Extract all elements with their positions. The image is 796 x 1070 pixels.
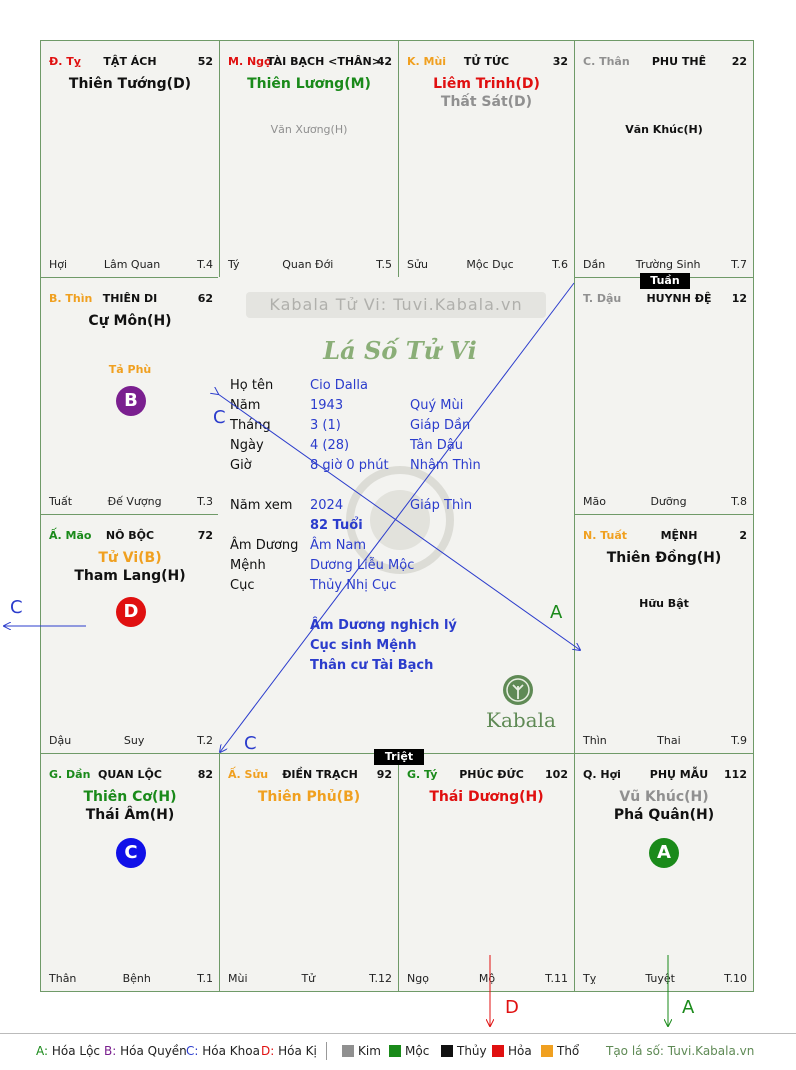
palace-age: 22 [731,55,747,68]
palace-name: TÀI BẠCH <THÂN> [267,55,381,68]
palace-age: 102 [545,768,568,781]
footer-right: T.9 [731,734,747,747]
footer-mid: Trường Sinh [635,258,701,271]
main-star: Thái Dương(H) [429,789,544,805]
legend-text: Hỏa [508,1044,532,1058]
palace-name: HUYNH ĐỆ [646,292,712,305]
palace-branch: Q. Hợi [583,768,621,781]
value-nam-can: Quý Mùi [410,398,464,413]
footer-mid: Thai [657,734,681,747]
footer-mid: Mộ [478,972,496,985]
footer-left: Hợi [49,258,68,271]
footer-right: T.1 [197,972,213,985]
main-star: Thiên Lương(M) [247,76,371,92]
value-cuc: Thủy Nhị Cục [310,578,397,593]
palace-age: 12 [731,292,747,305]
footer-right: T.7 [731,258,747,271]
footer-mid: Bệnh [122,972,151,985]
label-nam: Năm [230,398,261,413]
legend-hoa-loc [36,1044,100,1058]
footer-mid: Mộc Dục [466,258,514,271]
palace-name: TẬT ÁCH [103,55,157,68]
legend-hoa-quyen [104,1044,187,1058]
footer-mid: Tuyệt [645,972,675,985]
hoa-loc-circle: A [649,838,679,868]
palace-name: PHÚC ĐỨC [459,768,524,781]
value-gio-can: Nhâm Thìn [410,458,481,473]
chart-title: Lá Số Tử Vi [323,336,477,365]
arrow-label-a-center: A [550,602,563,623]
footer-right: T.8 [731,495,747,508]
label-ho-ten: Họ tên [230,378,274,393]
kabala-logo-text: Kabala [486,708,556,732]
arrow-label-c-left: C [10,597,23,618]
legend-hoa-ki [261,1044,317,1058]
palace-age: 72 [197,529,213,542]
hoa-khoa-circle: C [116,838,146,868]
footer-right: T.5 [376,258,392,271]
thuy-swatch [441,1045,453,1057]
arrow-label-c-bottom: C [244,733,257,754]
main-star: Liêm Trinh(D) [433,76,540,92]
main-star-2: Phá Quân(H) [613,807,715,823]
value-ngay: 4 (28) [310,438,350,453]
footer-left: Thân [49,972,77,985]
label-nam-xem: Năm xem [230,498,293,513]
value-ngay-can: Tân Dậu [410,438,463,453]
arrow-label-d-bottom: D [505,997,519,1018]
label-ngay: Ngày [230,438,264,453]
note-cuc-menh: Cục sinh Mệnh [310,638,417,653]
main-star: Cự Môn(H) [88,313,172,329]
label-menh: Mệnh [230,558,266,573]
footer-right: T.10 [724,972,747,985]
value-menh: Dương Liễu Mộc [310,558,415,573]
main-star: Thiên Phủ(B) [257,789,361,805]
minor-star: Văn Xương(H) [270,123,348,136]
palace-branch: Đ. Tỵ [49,55,81,68]
footer-left: Ngọ [407,972,429,985]
footer-left: Dần [583,258,606,271]
palace-branch: K. Mùi [407,55,447,68]
footer-right: T.3 [197,495,213,508]
minor-star: Văn Khúc(H) [625,123,703,136]
legend-text: Mộc [405,1044,430,1058]
value-thang: 3 (1) [310,418,341,433]
legend-moc [389,1044,429,1058]
palace-branch: G. Tý [407,768,438,781]
footer-left: Mão [583,495,606,508]
watermark: Kabala Tử Vi: Tuvi.Kabala.vn [246,292,546,318]
arrow-label-c-top: C [213,407,226,428]
hoa-swatch [492,1045,504,1057]
palace-branch: G. Dần [49,768,91,781]
footer-mid: Đế Vượng [107,495,162,508]
palace-name: THIÊN DI [102,292,158,305]
footer-right: T.2 [197,734,213,747]
legend-text: Thổ [557,1044,580,1058]
palace-name: TỬ TỨC [463,55,510,68]
label-thang: Tháng [230,418,271,433]
main-star: Thiên Tướng(D) [68,76,192,92]
palace-branch: Ấ. Sửu [228,768,269,781]
footer-left: Tuất [49,495,73,508]
footer-mid: Quan Đới [282,258,334,271]
palace-name: MỆNH [660,529,698,542]
footer-mid: Tử [301,972,316,985]
palace-branch: N. Tuất [583,529,628,542]
footer-left: Sửu [407,258,428,271]
label-gio: Giờ [230,458,252,473]
palace-name: ĐIỀN TRẠCH [282,768,358,781]
palace-age: 82 [197,768,213,781]
legend-key: A: [36,1044,49,1058]
legend-separator [326,1042,327,1060]
legend-key: B: [104,1044,117,1058]
legend-text: Thủy [457,1044,487,1058]
legend-text: Hóa Kị [278,1044,317,1058]
moc-swatch [389,1045,401,1057]
footer-right: T.11 [545,972,568,985]
tuan-badge: Tuần [640,273,690,289]
value-gio: 8 giờ 0 phút [310,458,389,473]
arrow-label-a-bottom: A [682,997,695,1018]
palace-age: 42 [376,55,392,68]
palace-age: 32 [552,55,568,68]
main-star: Vũ Khúc(H) [619,789,709,805]
hoa-ki-circle: D [116,597,146,627]
legend-site-link[interactable]: Tạo lá số: Tuvi.Kabala.vn [606,1044,755,1058]
palace-branch: C. Thân [583,55,630,68]
value-nam: 1943 [310,398,344,413]
tho-swatch [541,1045,553,1057]
legend-text: Hóa Lộc [51,1044,101,1058]
main-star-2: Tham Lang(H) [74,568,186,584]
triet-badge: Triệt [374,749,424,765]
value-tuoi: 82 Tuổi [310,518,363,533]
note-than-cu: Thân cư Tài Bạch [310,658,434,673]
value-thang-can: Giáp Dần [410,418,471,433]
main-star: Thiên Đồng(H) [606,550,722,566]
palace-age: 52 [197,55,213,68]
footer-mid: Suy [123,734,145,747]
palace-age: 62 [197,292,213,305]
legend-tho [541,1044,579,1058]
palace-branch: M. Ngọ [228,55,272,68]
palace-branch: B. Thìn [49,292,93,305]
footer-left: Dậu [49,734,72,747]
legend-thuy [441,1044,487,1058]
value-ho-ten: Cio Dalla [310,378,368,393]
kim-swatch [342,1045,354,1057]
footer-right: T.4 [197,258,213,271]
main-star: Tử Vi(B) [98,550,162,566]
palace-name: PHU THÊ [651,55,707,68]
footer-right: T.6 [552,258,568,271]
legend-text: Hóa Quyền [120,1044,187,1058]
label-am-duong: Âm Dương [230,538,299,553]
value-nam-xem: 2024 [310,498,344,513]
palace-age: 92 [376,768,392,781]
palace-name: PHỤ MẪU [649,768,709,781]
footer-mid: Dưỡng [650,495,687,508]
legend-text: Hóa Khoa [202,1044,260,1058]
palace-name: NÔ BỘC [105,529,155,542]
label-cuc: Cục [230,578,255,593]
legend-divider [0,1033,796,1034]
palace-age: 2 [739,529,747,542]
footer-left: Tý [228,258,240,271]
value-nam-xem-can: Giáp Thìn [410,498,473,513]
main-star: Thiên Cơ(H) [83,789,177,805]
legend-key: C: [186,1044,199,1058]
value-am-duong: Âm Nam [310,538,367,553]
main-star-2: Thái Âm(H) [85,807,175,823]
legend-hoa [492,1044,532,1058]
legend-hoa-khoa [186,1044,260,1058]
legend-key: D: [261,1044,275,1058]
palace-name: QUAN LỘC [98,768,162,781]
footer-left: Tỵ [583,972,597,985]
legend-text: Kim [358,1044,381,1058]
main-star-2: Thất Sát(D) [440,94,533,110]
legend-kim [342,1044,381,1058]
footer-left: Thìn [583,734,607,747]
minor-star: Tả Phù [108,363,152,376]
hoa-quyen-circle: B [116,386,146,416]
palace-branch: T. Dậu [583,292,622,305]
footer-mid: Lâm Quan [103,258,161,271]
palace-branch: Ấ. Mão [49,529,92,542]
minor-star: Hữu Bật [639,597,689,610]
note-am-duong: Âm Dương nghịch lý [310,618,457,633]
palace-age: 112 [724,768,747,781]
footer-right: T.12 [369,972,392,985]
footer-left: Mùi [228,972,248,985]
